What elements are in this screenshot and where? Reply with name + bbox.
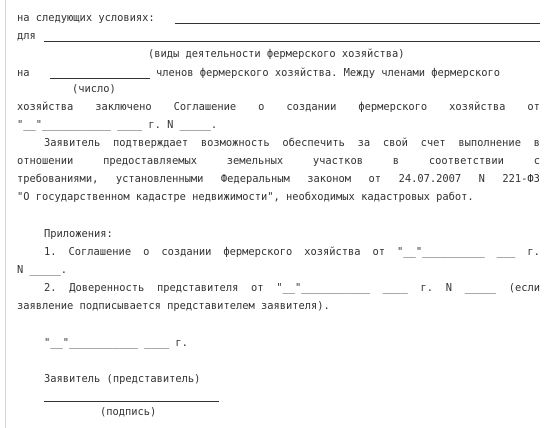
attachments-title: Приложения:: [44, 228, 113, 240]
text-word: 1.: [44, 246, 57, 258]
text-word: ____: [382, 282, 408, 294]
signature-caption: (подпись): [100, 406, 157, 418]
text-word: от: [372, 246, 386, 258]
text-word: участков: [312, 155, 363, 167]
text-word: хозяйства: [304, 246, 361, 258]
text-word: от: [368, 173, 382, 185]
agreement-date-line: "__"___________ ____ г. N _____.: [17, 119, 218, 131]
text-word: фермерского: [358, 101, 428, 113]
text-word: N: [445, 282, 453, 294]
text-word: 2.: [44, 282, 57, 294]
text-word: N: [478, 173, 485, 185]
text-word: _____: [464, 282, 496, 294]
activity-caption: (виды деятельности фермерского хозяйства): [148, 48, 405, 60]
confirmation-line-1: [44, 137, 540, 150]
text-word: Доверенность: [69, 282, 145, 294]
attachment-item-2: [44, 282, 540, 295]
conditions-label: на следующих условиях:: [17, 12, 155, 24]
text-word: ___: [496, 246, 516, 258]
text-word: г.: [420, 282, 434, 294]
confirmation-line-4: "О государственном кадастре недвижимости", необходимых кадастровых работ.: [17, 191, 474, 203]
text-word: земельных: [226, 155, 284, 167]
text-word: хозяйства: [17, 101, 74, 113]
text-word: от: [527, 101, 540, 113]
text-word: "__"___________: [276, 282, 371, 294]
text-word: от: [251, 282, 264, 294]
text-word: создании: [286, 101, 337, 113]
text-word: соответствии: [428, 155, 504, 167]
members-suffix: членов фермерского хозяйства. Между членами фермерского: [156, 67, 501, 79]
text-word: г.: [527, 246, 540, 258]
text-word: Соглашение: [68, 246, 132, 258]
text-word: возможность: [200, 137, 270, 149]
text-word: законом: [307, 173, 352, 185]
text-word: за: [357, 137, 371, 149]
signature-line: [44, 401, 219, 402]
text-word: свой: [382, 137, 408, 149]
text-word: Соглашение: [173, 101, 237, 113]
text-word: в: [533, 137, 540, 149]
attachment-item-1-cont: N _____.: [17, 264, 68, 276]
text-word: счет: [420, 137, 446, 149]
text-word: установленными: [115, 173, 204, 185]
applicant-label: Заявитель (представитель): [44, 373, 201, 385]
activity-blank-line: [44, 41, 540, 42]
confirmation-line-3: [17, 173, 540, 186]
footer-date-line: "__"___________ ____ г.: [44, 337, 188, 349]
text-word: Федеральным: [220, 173, 290, 185]
text-word: обеспечить: [282, 137, 345, 149]
text-word: требованиями,: [17, 173, 99, 185]
agreement-line: [17, 101, 540, 114]
text-word: заключено: [95, 101, 152, 113]
members-count-blank: [50, 78, 150, 79]
text-word: хозяйства: [449, 101, 506, 113]
text-word: создании: [161, 246, 212, 258]
for-label: для: [17, 30, 36, 42]
text-word: представителя: [157, 282, 239, 294]
text-word: подтверждает: [113, 137, 189, 149]
members-prefix: на: [17, 67, 30, 79]
text-word: в: [392, 155, 400, 167]
text-word: о: [258, 101, 265, 113]
text-word: выполнение: [458, 137, 521, 149]
conditions-blank-line: [175, 23, 540, 24]
attachment-item-1: [44, 246, 540, 259]
text-word: 24.07.2007: [398, 173, 462, 185]
text-word: 221-ФЗ: [502, 173, 540, 185]
attachment-item-2-cont: заявление подписывается представителем заявителя).: [17, 300, 330, 312]
text-word: "__"__________: [397, 246, 485, 258]
text-word: фермерского: [223, 246, 293, 258]
text-word: Заявитель: [44, 137, 101, 149]
text-word: о: [143, 246, 150, 258]
text-word: предоставляемых: [103, 155, 197, 167]
members-caption: (число): [72, 83, 116, 95]
text-word: (если: [508, 282, 540, 294]
confirmation-line-2: [17, 155, 540, 168]
text-word: с: [533, 155, 540, 167]
left-border: [5, 0, 6, 428]
text-word: отношении: [17, 155, 74, 167]
